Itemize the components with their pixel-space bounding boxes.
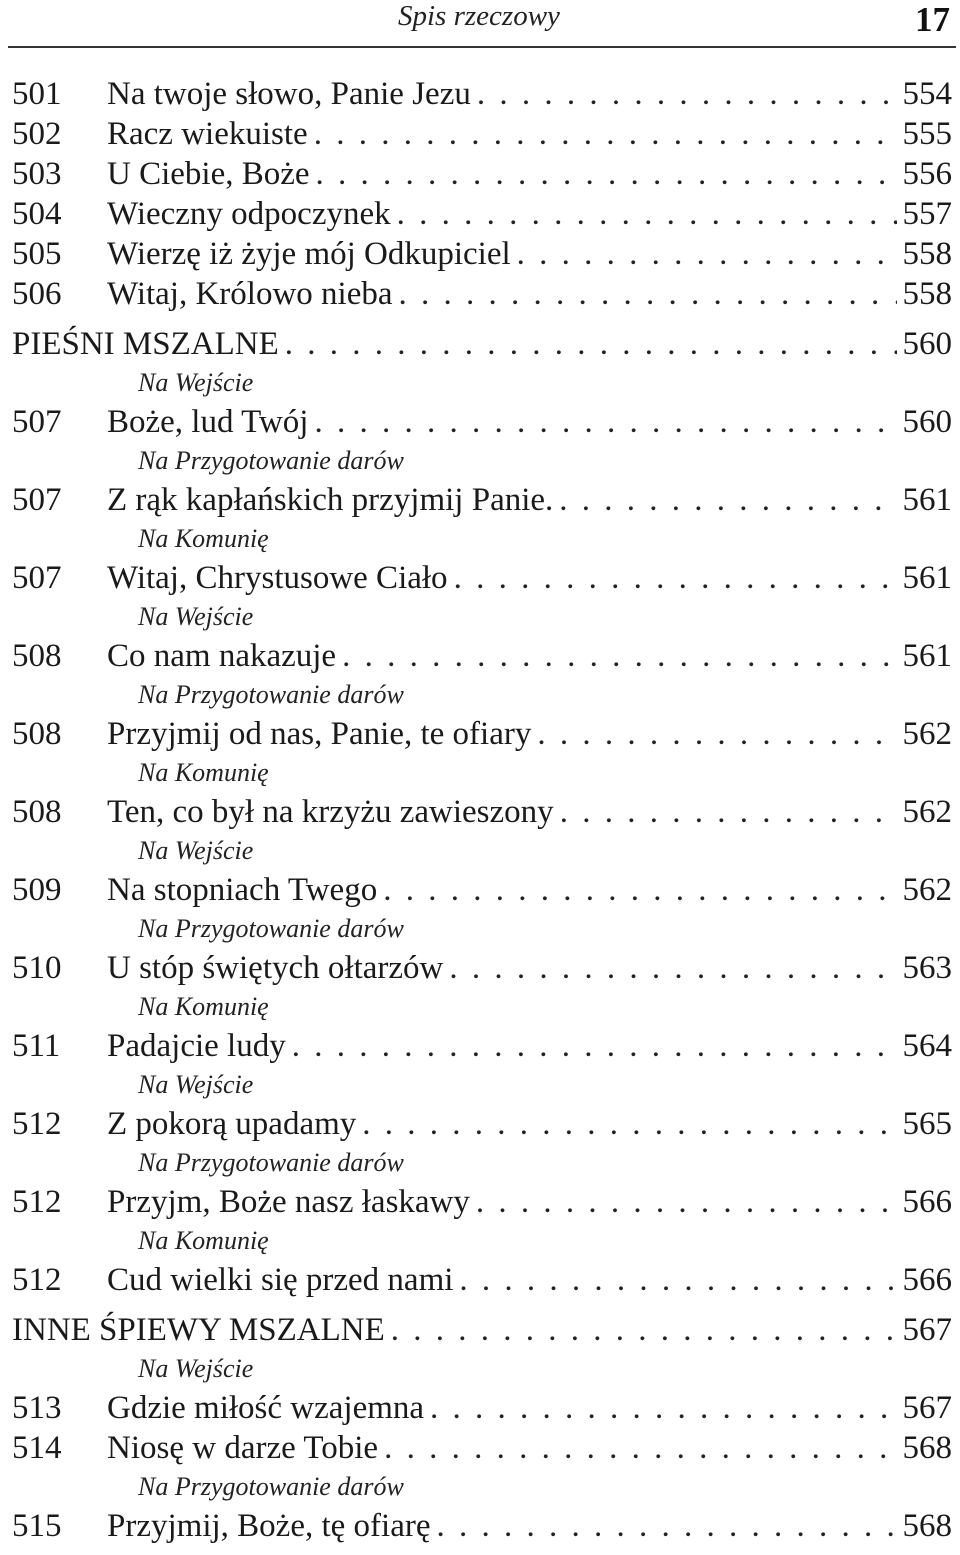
page-number: 17 <box>915 0 950 39</box>
toc-subheading: Na Wejście <box>138 368 254 397</box>
entry-page-number: 566 <box>902 1184 952 1220</box>
entry-number: 508 <box>12 638 62 674</box>
dot-leader <box>384 1428 896 1468</box>
dot-leader <box>292 1026 897 1066</box>
entry-page-number: 562 <box>902 716 952 752</box>
dot-leader <box>397 194 897 234</box>
entry-number: 511 <box>12 1028 61 1064</box>
entry-title: Ten, co był na krzyżu zawieszony <box>107 794 554 830</box>
entry-title: Na twoje słowo, Panie Jezu <box>107 76 471 112</box>
toc-entry <box>12 1104 952 1144</box>
toc-entry <box>12 948 952 988</box>
entry-title: Co nam nakazuje <box>107 638 337 674</box>
toc-subheading: Na Przygotowanie darów <box>138 1472 404 1501</box>
entry-title: Z rąk kapłańskich przyjmij Panie. <box>107 482 554 518</box>
entry-title: U Ciebie, Boże <box>107 156 310 192</box>
entry-title: Wierzę iż żyje mój Odkupiciel <box>107 236 511 272</box>
toc-subheading: Na Przygotowanie darów <box>138 446 404 475</box>
entry-page-number: 563 <box>902 950 952 986</box>
entry-page-number: 561 <box>902 638 952 674</box>
dot-leader <box>476 1182 897 1222</box>
entry-number: 504 <box>12 196 62 232</box>
entry-title: Przyjm, Boże nasz łaskawy <box>107 1184 470 1220</box>
toc-entry <box>12 480 952 520</box>
toc-entry <box>12 558 952 598</box>
toc-entry <box>12 234 952 274</box>
running-title: Spis rzeczowy <box>398 0 560 32</box>
entry-title: Na stopniach Twego <box>107 872 378 908</box>
dot-leader <box>537 714 896 754</box>
entry-number: 513 <box>12 1390 62 1426</box>
entry-page-number: 556 <box>902 156 952 192</box>
entry-page-number: 566 <box>902 1262 952 1298</box>
toc-entry <box>12 402 952 442</box>
entry-page-number: 560 <box>902 404 952 440</box>
dot-leader <box>342 636 896 676</box>
toc-entry <box>12 1506 952 1546</box>
entry-page-number: 561 <box>902 560 952 596</box>
dot-leader <box>559 480 896 520</box>
entry-title: Gdzie miłość wzajemna <box>107 1390 425 1426</box>
dot-leader <box>454 558 897 598</box>
entry-title: U stóp świętych ołtarzów <box>107 950 444 986</box>
entry-number: 515 <box>12 1508 62 1544</box>
page-header <box>8 0 956 48</box>
toc-subheading: Na Komunię <box>138 758 269 787</box>
entry-number: 512 <box>12 1184 62 1220</box>
entry-page-number: 568 <box>902 1430 952 1466</box>
toc-subheading: Na Komunię <box>138 992 269 1021</box>
entry-page-number: 557 <box>902 196 952 232</box>
entry-title: Z pokorą upadamy <box>107 1106 357 1142</box>
toc-entry <box>12 1026 952 1066</box>
entry-number: 501 <box>12 76 62 112</box>
dot-leader <box>517 234 897 274</box>
toc-subheading: Na Wejście <box>138 1354 254 1383</box>
dot-leader <box>314 114 897 154</box>
toc-entry <box>12 154 952 194</box>
dot-leader <box>436 1506 896 1546</box>
entry-page-number: 555 <box>902 116 952 152</box>
entry-title: Padajcie ludy <box>107 1028 286 1064</box>
toc-entry <box>12 1428 952 1468</box>
toc-entry <box>12 274 952 314</box>
entry-page-number: 558 <box>902 276 952 312</box>
entry-number: 510 <box>12 950 62 986</box>
entry-number: 512 <box>12 1262 62 1298</box>
entry-page-number: 567 <box>902 1390 952 1426</box>
toc-entry <box>12 1388 952 1428</box>
entry-title: Witaj, Chrystusowe Ciało <box>107 560 448 596</box>
dot-leader <box>449 948 896 988</box>
entry-number: 508 <box>12 716 62 752</box>
entry-title: Przyjmij, Boże, tę ofiarę <box>107 1508 431 1544</box>
dot-leader <box>560 792 897 832</box>
entry-page-number: 565 <box>902 1106 952 1142</box>
entry-page-number: 567 <box>902 1312 952 1348</box>
section-title: INNE ŚPIEWY MSZALNE <box>12 1312 385 1348</box>
dot-leader <box>391 1310 897 1350</box>
toc-entry <box>12 636 952 676</box>
dot-leader <box>430 1388 896 1428</box>
toc-subheading: Na Wejście <box>138 602 254 631</box>
toc-entry <box>12 1260 952 1300</box>
toc-subheading: Na Wejście <box>138 836 254 865</box>
toc-section-heading <box>12 1310 952 1350</box>
entry-number: 506 <box>12 276 62 312</box>
dot-leader <box>362 1104 896 1144</box>
entry-number: 505 <box>12 236 62 272</box>
entry-page-number: 562 <box>902 872 952 908</box>
entry-page-number: 558 <box>902 236 952 272</box>
dot-leader <box>399 274 897 314</box>
entry-number: 509 <box>12 872 62 908</box>
table-of-contents <box>12 74 952 1546</box>
toc-subheading: Na Przygotowanie darów <box>138 914 404 943</box>
entry-title: Niosę w darze Tobie <box>107 1430 379 1466</box>
toc-entry <box>12 792 952 832</box>
entry-title: Cud wielki się przed nami <box>107 1262 454 1298</box>
toc-subheading: Na Komunię <box>138 1226 269 1255</box>
entry-number: 502 <box>12 116 62 152</box>
entry-title: Boże, lud Twój <box>107 404 309 440</box>
dot-leader <box>314 402 896 442</box>
toc-entry <box>12 870 952 910</box>
entry-title: Przyjmij od nas, Panie, te ofiary <box>107 716 532 752</box>
dot-leader <box>383 870 896 910</box>
entry-page-number: 562 <box>902 794 952 830</box>
toc-entry <box>12 714 952 754</box>
dot-leader <box>459 1260 896 1300</box>
toc-subheading: Na Komunię <box>138 524 269 553</box>
entry-number: 508 <box>12 794 62 830</box>
toc-subheading: Na Wejście <box>138 1070 254 1099</box>
toc-entry <box>12 74 952 114</box>
entry-page-number: 564 <box>902 1028 952 1064</box>
entry-number: 507 <box>12 404 62 440</box>
dot-leader <box>316 154 897 194</box>
toc-entry <box>12 1182 952 1222</box>
toc-entry <box>12 194 952 234</box>
entry-title: Witaj, Królowo nieba <box>107 276 393 312</box>
toc-entry <box>12 114 952 154</box>
entry-number: 507 <box>12 560 62 596</box>
entry-page-number: 560 <box>902 326 952 362</box>
entry-page-number: 568 <box>902 1508 952 1544</box>
toc-subheading: Na Przygotowanie darów <box>138 1148 404 1177</box>
dot-leader <box>285 324 897 364</box>
entry-number: 514 <box>12 1430 62 1466</box>
entry-number: 507 <box>12 482 62 518</box>
entry-page-number: 554 <box>902 76 952 112</box>
entry-title: Racz wiekuiste <box>107 116 308 152</box>
toc-subheading: Na Przygotowanie darów <box>138 680 404 709</box>
dot-leader <box>477 74 897 114</box>
toc-section-heading <box>12 324 952 364</box>
section-title: PIEŚNI MSZALNE <box>12 326 279 362</box>
entry-number: 503 <box>12 156 62 192</box>
entry-title: Wieczny odpoczynek <box>107 196 391 232</box>
entry-number: 512 <box>12 1106 62 1142</box>
entry-page-number: 561 <box>902 482 952 518</box>
